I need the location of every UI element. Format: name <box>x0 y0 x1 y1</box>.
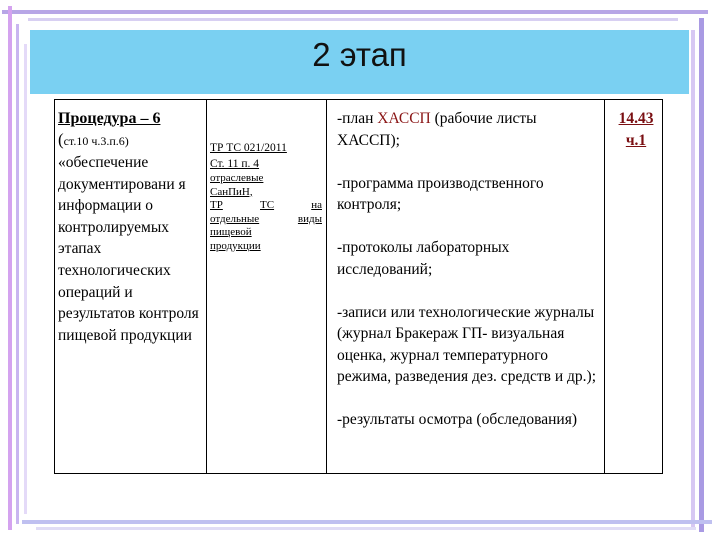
ref-tr-ts: ТР ТС 021/2011 <box>210 142 287 154</box>
ref-article: Ст. 11 п. 4 <box>210 158 260 170</box>
references-cell <box>210 100 322 253</box>
column-divider <box>206 100 207 473</box>
ref-line-7: пищевой <box>210 226 252 238</box>
ref-line-5-c: на <box>311 199 322 211</box>
decorative-stripe <box>699 18 704 532</box>
decorative-stripe <box>22 520 712 524</box>
decorative-stripe <box>36 527 696 530</box>
article-cell <box>608 100 664 151</box>
procedure-ref-text: ст.10 ч.3.п.6) <box>63 134 129 148</box>
procedure-title: Процедура – 6 <box>58 110 161 127</box>
decorative-stripe <box>28 18 678 21</box>
document-item: -результаты осмотра (обследования) <box>337 411 578 428</box>
decorative-stripe <box>24 44 27 514</box>
procedure-cell <box>58 100 204 346</box>
ref-line-6-a: отдельные <box>210 212 260 225</box>
content-table <box>54 99 663 474</box>
article-reference-line-2: ч.1 <box>625 131 647 149</box>
ref-line-8: продукции <box>210 239 261 252</box>
ref-line-5-b: ТС <box>260 199 275 211</box>
documents-cell <box>337 100 599 431</box>
decorative-stripe <box>691 30 695 530</box>
ref-line-4: СанПиН, <box>210 185 253 198</box>
ref-line-5 <box>210 199 322 213</box>
decorative-stripe <box>8 6 12 530</box>
ref-line-6 <box>210 213 322 227</box>
haccp-highlight: ХАССП <box>377 110 431 127</box>
ref-line-3: отраслевые <box>210 172 264 184</box>
document-item-suffix: (рабочие листы ХАССП); <box>337 110 537 149</box>
ref-line-5-a: ТР <box>210 199 223 211</box>
document-item <box>337 108 599 151</box>
document-item: -программа производственного контроля; <box>337 174 544 213</box>
document-item: -записи или технологические журналы (журнал Бракераж ГП- визуальная оценка, журнал температурного режима, разведения дез. средств и др.); <box>337 303 596 385</box>
page-title: 2 этап <box>312 36 407 73</box>
decorative-stripe <box>2 10 708 14</box>
article-reference-line-1: 14.43 <box>618 110 654 127</box>
procedure-description: «обеспечение документировани я информации о контролируемых этапах технологических операций и результатов контроля пищевой продукции <box>58 154 199 344</box>
procedure-reference <box>58 129 204 152</box>
procedure-ref-paren: ( <box>58 130 64 149</box>
column-divider <box>326 100 327 473</box>
document-item: -протоколы лабораторных исследований; <box>337 239 510 278</box>
article-reference <box>608 108 664 151</box>
title-banner <box>30 30 689 94</box>
column-divider <box>604 100 605 473</box>
decorative-stripe <box>16 24 19 524</box>
document-item-prefix: -план <box>337 110 378 127</box>
ref-line-6-b: виды <box>297 212 322 225</box>
